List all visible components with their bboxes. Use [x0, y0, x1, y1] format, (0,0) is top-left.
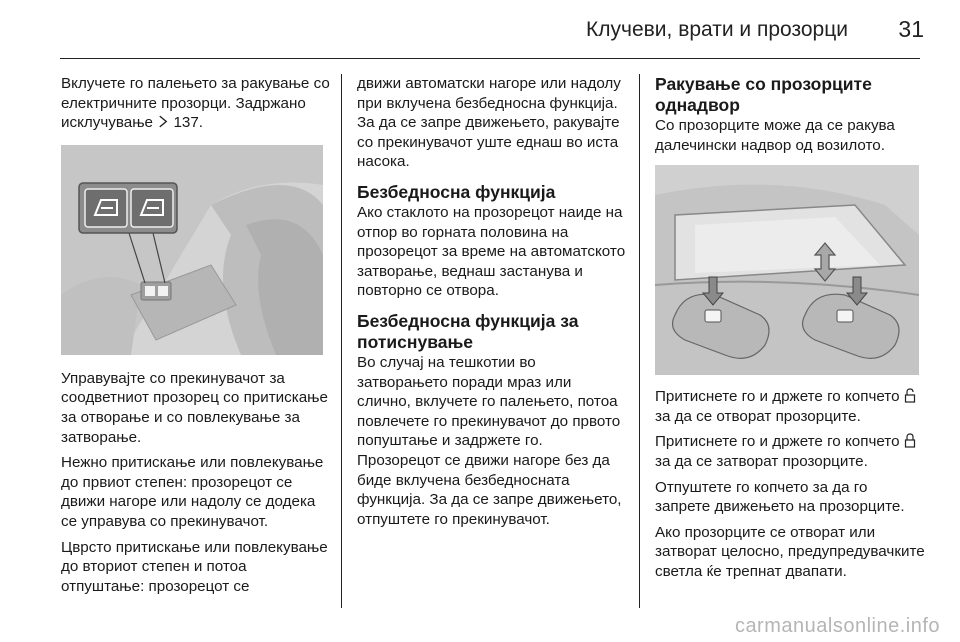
page-reference-icon	[157, 114, 169, 129]
column-3	[655, 74, 925, 588]
header-title: Клучеви, врати и прозорци	[586, 18, 848, 41]
paragraph-release: Отпуштете го копчето за да го запрете движењето на прозорците.	[655, 478, 905, 516]
header-divider	[60, 58, 920, 59]
remote-window-illustration	[655, 165, 919, 375]
paragraph-firm: Цврсто притискање или повлекување до вториот степен и потоа отпуштање: прозорецот се	[61, 538, 328, 595]
page-number: 31	[898, 16, 924, 42]
page-reference[interactable]: 137.	[173, 114, 204, 132]
unlock-icon	[904, 388, 916, 403]
paragraph-open: Притиснете го и држете го копчето за да се отворат прозорците.	[655, 387, 925, 426]
paragraph-remote: Со прозорците може да се ракува далечински надвор од возилото.	[655, 117, 895, 154]
paragraph-safety: Ако стаклото на прозорецот наиде на отпор во горната половина на прозорецот за време на автоматското затворање, веднаш застанува и повторно се отвора.	[357, 203, 626, 300]
page-header	[0, 0, 960, 60]
paragraph-auto: движи автоматски нагоре или надолу при вклучена безбедносна функција. За да се запре движењето, ракувајте со прекинувачот уште еднаш во иста насока.	[357, 75, 621, 171]
paragraph-warning-lights: Ако прозорците се отворат или затворат целосно, предупредувачките светла ќе трепнат двапати.	[655, 523, 925, 580]
paragraph-operate: Управувајте со прекинувачот за соодветниот прозорец со притискање за отворање и со повлекување за затворање.	[61, 369, 328, 446]
heading-override: Безбедносна функција за потиснување	[357, 310, 579, 352]
column-2	[357, 74, 627, 535]
paragraph-close: Притиснете го и држете го копчето за да се затворат прозорците.	[655, 432, 925, 471]
column-1	[61, 74, 331, 602]
paragraph-override: Во случај на тешкотии во затворањето поради мраз или слично, вклучете го палењето, потоа повлечете го прекинувачот до првото попуштање и задржете го. Прозорецот се движи нагоре без да биде вклучена безбедносната функција. За да се запре движењето, отпуштете го прекинувачот.	[357, 353, 622, 528]
window-switch-illustration	[61, 145, 323, 355]
lock-icon	[904, 433, 916, 448]
paragraph-gentle: Нежно притискање или повлекување до првиот степен: прозорецот се движи нагоре или надолу се додека се управува со прекинувачот.	[61, 454, 324, 530]
heading-safety: Безбедносна функција	[357, 181, 556, 202]
watermark: carmanualsonline.info	[734, 615, 940, 637]
heading-remote: Ракување со прозорците однадвор	[655, 74, 872, 115]
column-divider-2	[639, 74, 640, 608]
paragraph-intro: Вклучете го палењето за ракување со електричните прозорци. Задржано исклучување 137.	[61, 75, 330, 132]
column-divider-1	[341, 74, 342, 608]
